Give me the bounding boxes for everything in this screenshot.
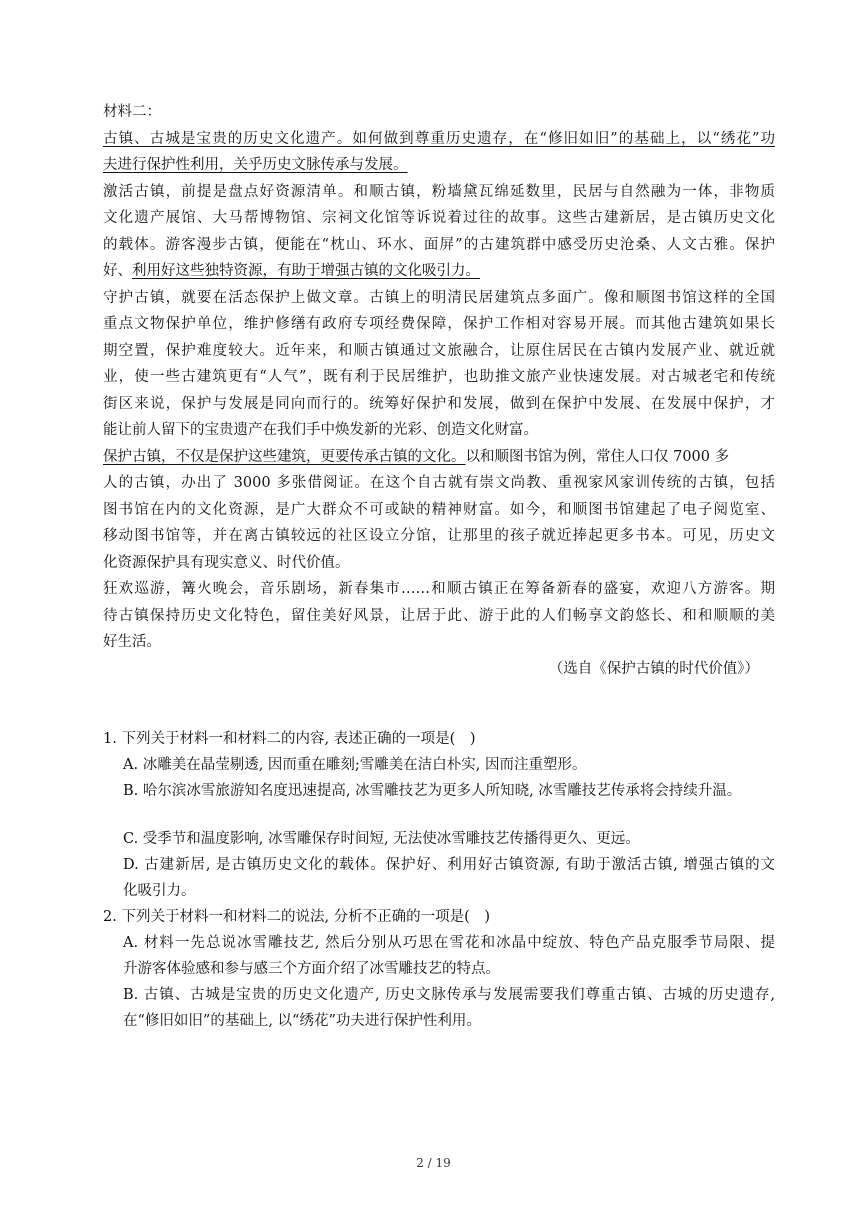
question-2-option-a-line-2: 升游客体验感和参与感三个方面介绍了冰雪雕技艺的特点。 — [123, 961, 500, 977]
paragraph-3-line-5: 街区来说，保护与发展是同向而行的。统筹好保护和发展，做到在保护中发展、在发展中保护，才 — [103, 395, 775, 412]
paragraph-3-line-4: 业，使一些古建筑更有“人气”，既有利于民居维护，也助推文旅产业快速发展。对古城老宅和传统 — [103, 369, 775, 385]
underlined-text: 夫进行保护性利用，关乎历史文脉传承与发展。 — [103, 157, 408, 173]
paragraph-4-line-3: 图书馆在内的文化资源，是广大群众不可或缺的精神财富。如今，和顺图书馆建起了电子阅览室、 — [103, 501, 775, 518]
paragraph-4-line-4: 移动图书馆等，并在离古镇较远的社区设立分馆，让那里的孩子就近捧起更多书本。可见，历史文 — [103, 528, 775, 544]
question-2-option-b-line-2: 在“修旧如旧”的基础上, 以“绣花”功夫进行保护性利用。 — [123, 1013, 481, 1029]
spacer — [103, 804, 775, 826]
question-2 — [103, 904, 775, 1034]
paragraph-1-line-2 — [103, 152, 775, 179]
paragraph-5-line-3: 好生活。 — [103, 634, 161, 650]
source-citation: （选自《保护古镇的时代价值》） — [548, 660, 759, 677]
paragraph-5 — [103, 576, 775, 656]
paragraph-2-line-1: 激活古镇，前提是盘点好资源清单。和顺古镇，粉墙黛瓦绵延数里，民居与自然融为一体，非物质 — [103, 183, 775, 200]
paragraph-4-line-1 — [103, 444, 775, 471]
question-1-option-c: C. 受季节和温度影响, 冰雪雕保存时间短, 无法使冰雪雕技艺传播得更久、更远。 — [123, 831, 640, 847]
paragraph-3-line-1: 守护古镇，就要在活态保护上做文章。古镇上的明清民居建筑点多面广。像和顺图书馆这样的全国 — [103, 289, 775, 306]
paragraph-5-line-1: 狂欢巡游，篝火晚会，音乐剧场，新春集市……和顺古镇正在筹备新春的盛宴，欢迎八方游客。期 — [103, 581, 775, 597]
question-1-option-d-line-1: D. 古建新居, 是古镇历史文化的载体。保护好、利用好古镇资源, 有助于激活古镇, 增强古镇的文 — [123, 857, 775, 873]
paragraph-4-line-5: 化资源保护具有现实意义、时代价值。 — [103, 554, 350, 571]
plain-text: 以和顺图书馆为例，常住人口仅 7000 多 — [465, 448, 730, 465]
paragraph-1 — [103, 126, 775, 179]
question-1-option-a: A. 冰雕美在晶莹剔透, 因而重在雕刻;雪雕美在洁白朴实, 因而注重塑形。 — [123, 757, 587, 773]
paragraph-2 — [103, 179, 775, 285]
page-number: 2 / 19 — [416, 1156, 451, 1170]
paragraph-4-line-2: 人的古镇，办出了 3000 多张借阅证。在这个自古就有崇文尚教、重视家风家训传统的古镇，包括 — [103, 475, 775, 491]
paragraph-2-line-2: 文化遗产展馆、大马帮博物馆、宗祠文化馆等诉说着过往的故事。这些古建新居，是古镇历史文化 — [103, 210, 775, 226]
paragraph-4 — [103, 444, 775, 577]
questions-section — [103, 726, 775, 1034]
material-two-passage — [103, 99, 775, 682]
paragraph-3-line-2: 重点文物保护单位，维护修缮有政府专项经费保障，保护工作相对容易开展。而其他古建筑如果长 — [103, 316, 775, 332]
paragraph-3-line-6: 能让前人留下的宝贵遗产在我们手中焕发新的光彩、创造文化财富。 — [103, 422, 538, 438]
question-1-option-b: B. 哈尔滨冰雪旅游知名度迅速提高, 冰雪雕技艺为更多人所知晓, 冰雪雕技艺传承将会持续升温。 — [123, 783, 742, 799]
question-1-option-d-line-2: 化吸引力。 — [123, 883, 196, 899]
material-title: 材料二： — [103, 104, 161, 120]
question-2-stem: 2. 下列关于材料一和材料二的说法, 分析不正确的一项是( ) — [103, 909, 490, 925]
paragraph-3 — [103, 285, 775, 444]
question-2-option-b-line-1: B. 古镇、古城是宝贵的历史文化遗产, 历史文脉传承与发展需要我们尊重古镇、古城的历史遗存, — [123, 987, 775, 1003]
plain-text: 好、 — [103, 263, 132, 279]
question-2-option-a-line-1: A. 材料一先总说冰雪雕技艺, 然后分别从巧思在雪花和冰晶中绽放、特色产品克服季节局限、提 — [123, 935, 775, 951]
question-1-stem: 1. 下列关于材料一和材料二的内容, 表述正确的一项是( ) — [103, 731, 476, 747]
paragraph-1-line-1: 古镇、古城是宝贵的历史文化遗产。如何做到尊重历史遗存，在“修旧如旧”的基础上，以“绣花”功 — [103, 130, 775, 147]
question-1 — [103, 726, 775, 904]
paragraph-2-line-3: 的载体。游客漫步古镇，便能在“枕山、环水、面屏”的古建筑群中感受历史沧桑、人文古雅。保护 — [103, 236, 775, 253]
paragraph-3-line-3: 期空置，保护难度较大。近年来，和顺古镇通过文旅融合，让原住居民在古镇内发展产业、就近就 — [103, 342, 775, 359]
paragraph-2-line-4 — [103, 258, 775, 285]
paragraph-5-line-2: 待古镇保持历史文化特色，留住美好风景，让居于此、游于此的人们畅享文韵悠长、和和顺顺的美 — [103, 607, 775, 624]
underlined-text: 利用好这些独特资源，有助于增强古镇的文化吸引力。 — [132, 263, 480, 279]
underlined-text: 保护古镇，不仅是保护这些建筑，更要传承古镇的文化。 — [103, 448, 466, 465]
